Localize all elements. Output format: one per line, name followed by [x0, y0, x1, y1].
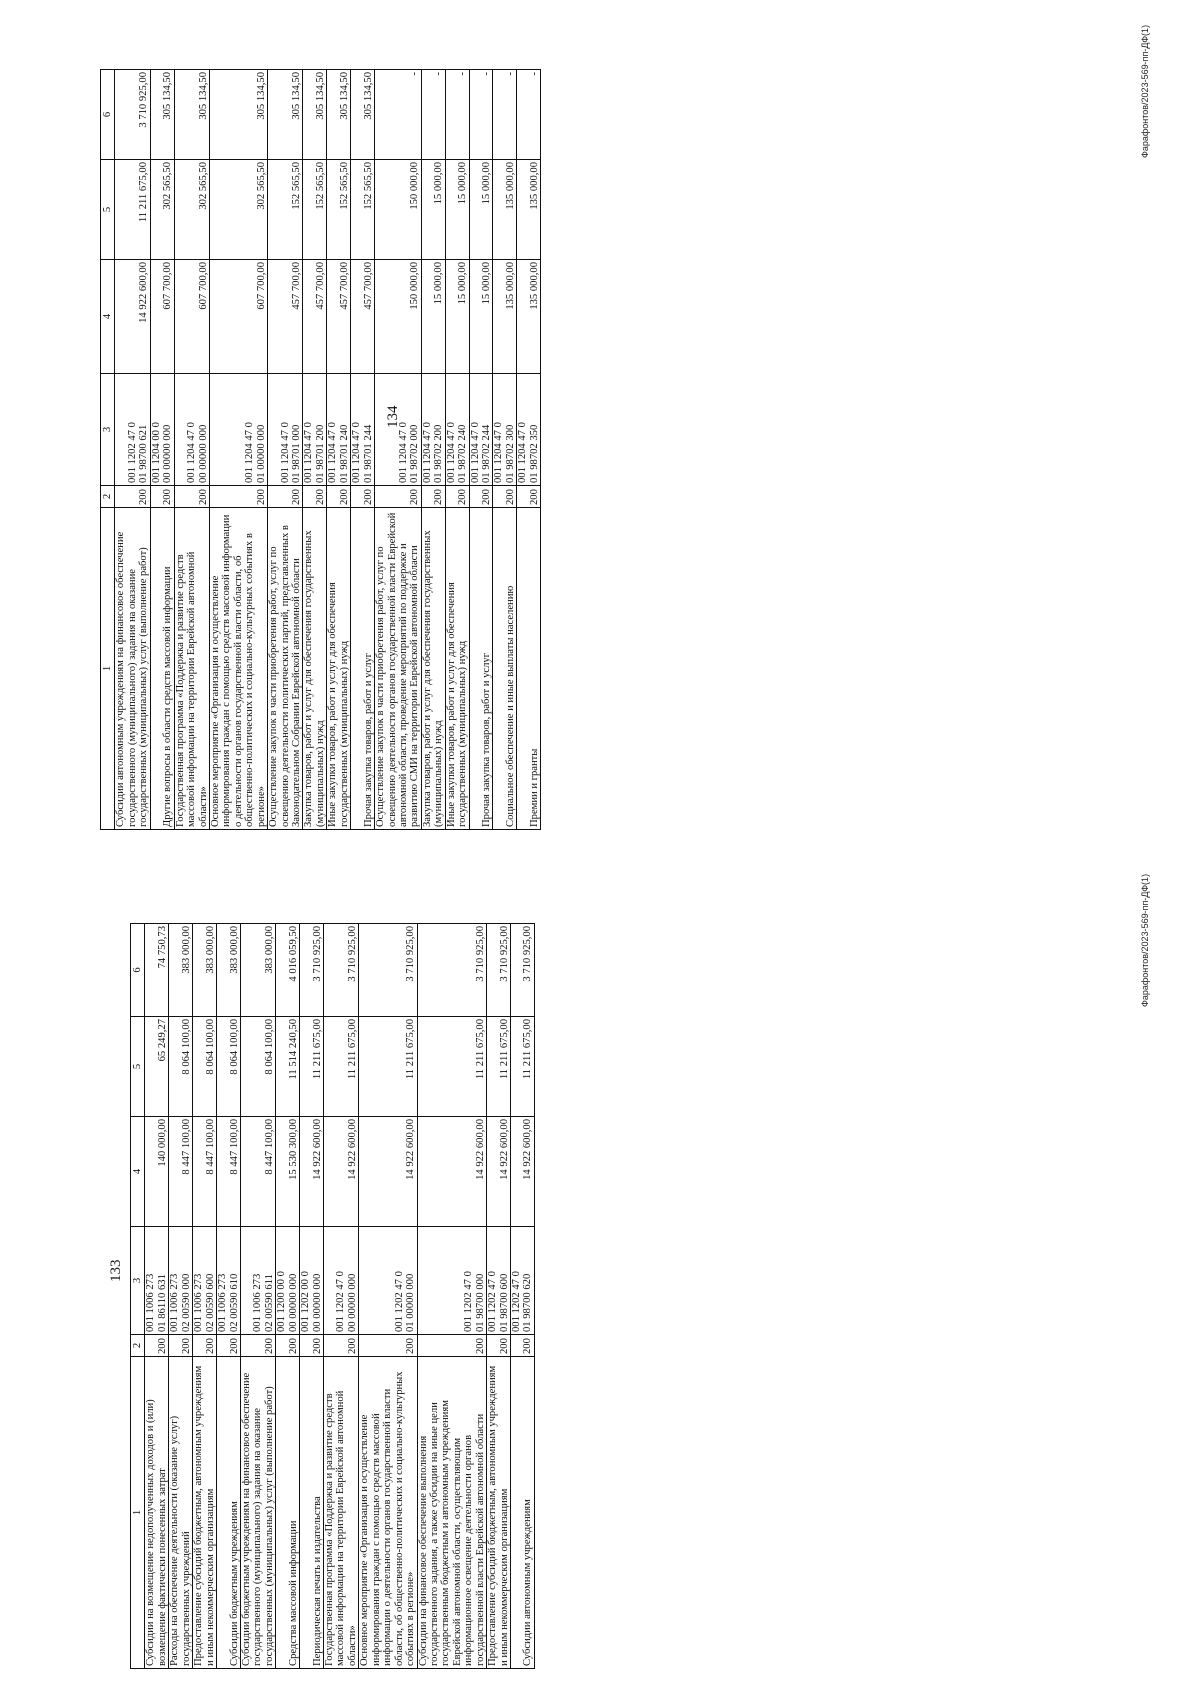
row-remainder-cell: 3 710 925,00 — [511, 924, 535, 1017]
row-executed-cell: 152 565,50 — [268, 160, 303, 260]
table-row — [209, 70, 267, 830]
row-name-cell: Иные закупки товаров, работ и услуг для обеспечения государственных (муниципальных) нужд — [445, 508, 469, 830]
row-executed-cell: 8 064 100,00 — [169, 1017, 193, 1117]
row-executed-cell: 11 211 675,00 — [487, 1017, 511, 1117]
page-number: 134 — [385, 405, 401, 428]
row-remainder-cell: 3 710 925,00 — [300, 924, 324, 1017]
table-row — [276, 924, 300, 1669]
row-remainder-cell: 3 710 925,00 — [359, 924, 417, 1017]
row-code-cell: 200 — [327, 486, 351, 508]
table-header-row — [131, 924, 145, 1669]
column-header: 5 — [101, 160, 115, 260]
row-executed-cell: 11 211 675,00 — [417, 1017, 487, 1117]
row-remainder-cell: - — [517, 70, 541, 160]
row-remainder-cell: 4 016 059,50 — [276, 924, 300, 1017]
row-name-cell: Расходы на обеспечение деятельности (оказание услуг) государственных учреждений — [169, 1357, 193, 1669]
row-name-cell: Субсидии на возмещение недополученных доходов и (или) возмещение фактически понесенных затрат — [145, 1357, 169, 1669]
row-code-cell: 200 — [303, 486, 327, 508]
row-executed-cell: 302 565,50 — [150, 160, 174, 260]
row-kbk-cell: 001 1006 273 02 00590 610 — [217, 1227, 241, 1335]
row-code-cell: 200 — [445, 486, 469, 508]
row-plan-cell: 14 922 600,00 — [300, 1117, 324, 1227]
row-name-cell: Субсидии автономным учреждениям — [511, 1357, 535, 1669]
row-name-cell: Основное мероприятие «Организация и осуществление информирования граждан с помощью средств массовой информации о деятельности органов государственной власти области, об общественно-политических и социально-культурных событиях в регионе» — [359, 1357, 417, 1669]
row-plan-cell: 607 700,00 — [209, 260, 267, 374]
row-name-cell: Осуществление закупок в части приобретения работ, услуг по освещению деятельности политических партий, представленных в Законодательном Собрании Еврейской автономной области — [268, 508, 303, 830]
row-code-cell: 200 — [469, 486, 493, 508]
table-row — [375, 70, 422, 830]
column-header: 4 — [131, 1117, 145, 1227]
table-row — [359, 924, 417, 1669]
table-row — [327, 70, 351, 830]
page-footer: Фарафонтов/2023-569-пп-ДФ(1) — [1140, 24, 1150, 158]
table-row — [493, 70, 517, 830]
table-row — [268, 70, 303, 830]
row-code-cell: 200 — [174, 486, 209, 508]
budget-table — [100, 69, 541, 830]
row-plan-cell: 135 000,00 — [493, 260, 517, 374]
row-name-cell: Предоставление субсидий бюджетным, автономным учреждениям и иным некоммерческим организациям — [487, 1357, 511, 1669]
row-kbk-cell: 001 1204 47 0 01 98702 244 — [469, 374, 493, 486]
row-plan-cell: 8 447 100,00 — [193, 1117, 217, 1227]
row-kbk-cell: 001 1202 47 0 01 98700 620 — [511, 1227, 535, 1335]
row-name-cell: Государственная программа «Поддержка и развитие средств массовой информации на территории Еврейской автономной области» — [174, 508, 209, 830]
row-plan-cell: 607 700,00 — [150, 260, 174, 374]
row-name-cell: Другие вопросы в области средств массовой информации — [150, 508, 174, 830]
row-remainder-cell: 74 750,73 — [145, 924, 169, 1017]
row-executed-cell: 15 000,00 — [469, 160, 493, 260]
row-remainder-cell: 305 134,50 — [150, 70, 174, 160]
row-executed-cell: 11 211 675,00 — [115, 160, 150, 260]
row-remainder-cell: 305 134,50 — [268, 70, 303, 160]
page-133 — [0, 849, 1200, 1697]
row-kbk-cell: 001 1204 47 0 01 98701 244 — [351, 374, 375, 486]
row-name-cell: Субсидии на финансовое обеспечение выполнения государственного задания, а также субсидии на иные цели государственным бюджетным и автономным учреждениям Еврейской автономной области, осуществляющим информационное освещение деятельности органов государственной власти Еврейской автономной области — [417, 1357, 487, 1669]
row-plan-cell: 15 530 300,00 — [276, 1117, 300, 1227]
row-name-cell: Прочая закупка товаров, работ и услуг — [469, 508, 493, 830]
row-code-cell: 200 — [493, 486, 517, 508]
row-kbk-cell: 001 1204 47 0 01 98702 000 — [375, 374, 422, 486]
row-executed-cell: 11 211 675,00 — [511, 1017, 535, 1117]
row-code-cell: 200 — [115, 486, 150, 508]
row-remainder-cell: 3 710 925,00 — [487, 924, 511, 1017]
row-code-cell: 200 — [324, 1335, 359, 1357]
row-code-cell: 200 — [421, 486, 445, 508]
row-name-cell: Закупка товаров, работ и услуг для обеспечения государственных (муниципальных) нужд — [303, 508, 327, 830]
row-remainder-cell: 305 134,50 — [327, 70, 351, 160]
row-remainder-cell: 383 000,00 — [240, 924, 275, 1017]
table-row — [169, 924, 193, 1669]
row-executed-cell: 11 211 675,00 — [300, 1017, 324, 1117]
row-plan-cell: 14 922 600,00 — [417, 1117, 487, 1227]
row-plan-cell: 8 447 100,00 — [217, 1117, 241, 1227]
table-row — [303, 70, 327, 830]
column-header: 2 — [101, 486, 115, 508]
row-kbk-cell: 001 1006 273 02 00590 611 — [240, 1227, 275, 1335]
row-kbk-cell: 001 1204 47 0 01 98702 300 — [493, 374, 517, 486]
row-code-cell: 200 — [209, 486, 267, 508]
row-kbk-cell: 001 1202 47 0 01 98700 000 — [417, 1227, 487, 1335]
row-plan-cell: 15 000,00 — [445, 260, 469, 374]
row-plan-cell: 8 447 100,00 — [169, 1117, 193, 1227]
row-code-cell: 200 — [351, 486, 375, 508]
row-remainder-cell: - — [493, 70, 517, 160]
row-kbk-cell: 001 1006 273 01 86110 631 — [145, 1227, 169, 1335]
row-remainder-cell: 3 710 925,00 — [115, 70, 150, 160]
column-header: 2 — [131, 1335, 145, 1357]
row-code-cell: 200 — [268, 486, 303, 508]
row-plan-cell: 607 700,00 — [174, 260, 209, 374]
row-kbk-cell: 001 1204 47 0 01 00000 000 — [209, 374, 267, 486]
row-executed-cell: 152 565,50 — [351, 160, 375, 260]
row-kbk-cell: 001 1204 47 0 01 98702 200 — [421, 374, 445, 486]
table-row — [511, 924, 535, 1669]
row-code-cell: 200 — [487, 1335, 511, 1357]
table-row — [469, 70, 493, 830]
row-name-cell: Социальное обеспечение и иные выплаты населению — [493, 508, 517, 830]
row-plan-cell: 14 922 600,00 — [511, 1117, 535, 1227]
row-code-cell: 200 — [240, 1335, 275, 1357]
row-kbk-cell: 001 1202 47 0 00 00000 000 — [324, 1227, 359, 1335]
table-row — [351, 70, 375, 830]
row-code-cell: 200 — [169, 1335, 193, 1357]
row-remainder-cell: 305 134,50 — [209, 70, 267, 160]
row-kbk-cell: 001 1204 47 0 01 98701 000 — [268, 374, 303, 486]
row-code-cell: 200 — [193, 1335, 217, 1357]
row-executed-cell: 150 000,00 — [375, 160, 422, 260]
row-remainder-cell: 383 000,00 — [193, 924, 217, 1017]
row-kbk-cell: 001 1204 47 0 01 98701 240 — [327, 374, 351, 486]
row-code-cell: 200 — [145, 1335, 169, 1357]
row-remainder-cell: - — [445, 70, 469, 160]
row-plan-cell: 14 922 600,00 — [115, 260, 150, 374]
row-executed-cell: 11 211 675,00 — [324, 1017, 359, 1117]
row-name-cell: Премии и гранты — [517, 508, 541, 830]
row-kbk-cell: 001 1202 47 0 01 98700 600 — [487, 1227, 511, 1335]
table-row — [174, 70, 209, 830]
row-kbk-cell: 001 1200 00 0 00 00000 000 — [276, 1227, 300, 1335]
row-plan-cell: 457 700,00 — [268, 260, 303, 374]
row-plan-cell: 15 000,00 — [421, 260, 445, 374]
table-row — [421, 70, 445, 830]
row-remainder-cell: - — [375, 70, 422, 160]
table-row — [417, 924, 487, 1669]
column-header: 3 — [101, 374, 115, 486]
row-plan-cell: 8 447 100,00 — [240, 1117, 275, 1227]
row-kbk-cell: 001 1202 47 0 01 98700 621 — [115, 374, 150, 486]
table-row — [217, 924, 241, 1669]
row-code-cell: 200 — [511, 1335, 535, 1357]
row-plan-cell: 15 000,00 — [469, 260, 493, 374]
row-name-cell: Субсидии автономным учреждениям на финансовое обеспечение государственного (муниципального) задания на оказание государственных (муниципальных) услуг (выполнение работ) — [115, 508, 150, 830]
row-executed-cell: 15 000,00 — [421, 160, 445, 260]
row-executed-cell: 8 064 100,00 — [193, 1017, 217, 1117]
row-name-cell: Осуществление закупок в части приобретения работ, услуг по освещению деятельности органов государственной власти Еврейской автономной области, проведение мероприятий по поддержке и развитию СМИ на территории Еврейской автономной области — [375, 508, 422, 830]
table-header-row — [101, 70, 115, 830]
row-name-cell: Предоставление субсидий бюджетным, автономным учреждениям и иным некоммерческим организациям — [193, 1357, 217, 1669]
row-kbk-cell: 001 1202 00 0 00 00000 000 — [300, 1227, 324, 1335]
row-name-cell: Иные закупки товаров, работ и услуг для обеспечения государственных (муниципальных) нужд — [327, 508, 351, 830]
row-executed-cell: 302 565,50 — [209, 160, 267, 260]
row-kbk-cell: 001 1204 47 0 00 00000 000 — [174, 374, 209, 486]
row-code-cell: 200 — [300, 1335, 324, 1357]
page-133-rotated-content — [0, 849, 1200, 1697]
row-remainder-cell: 305 134,50 — [303, 70, 327, 160]
row-executed-cell: 15 000,00 — [445, 160, 469, 260]
table-row — [240, 924, 275, 1669]
row-remainder-cell: 305 134,50 — [174, 70, 209, 160]
column-header: 5 — [131, 1017, 145, 1117]
row-executed-cell: 152 565,50 — [327, 160, 351, 260]
row-executed-cell: 65 249,27 — [145, 1017, 169, 1117]
page-footer: Фарафонтов/2023-569-пп-ДФ(1) — [1140, 873, 1150, 1007]
row-plan-cell: 14 922 600,00 — [487, 1117, 511, 1227]
row-name-cell: Средства массовой информации — [276, 1357, 300, 1669]
table-row — [300, 924, 324, 1669]
row-executed-cell: 135 000,00 — [493, 160, 517, 260]
table-row — [445, 70, 469, 830]
row-name-cell: Периодическая печать и издательства — [300, 1357, 324, 1669]
row-code-cell: 200 — [217, 1335, 241, 1357]
column-header: 1 — [131, 1357, 145, 1669]
row-code-cell: 200 — [375, 486, 422, 508]
row-kbk-cell: 001 1202 47 0 01 00000 000 — [359, 1227, 417, 1335]
row-remainder-cell: - — [469, 70, 493, 160]
row-code-cell: 200 — [517, 486, 541, 508]
table-row — [193, 924, 217, 1669]
table-row — [324, 924, 359, 1669]
table-row — [115, 70, 150, 830]
row-kbk-cell: 001 1204 00 0 00 00000 000 — [150, 374, 174, 486]
row-remainder-cell: 383 000,00 — [169, 924, 193, 1017]
page-134 — [0, 0, 1200, 848]
row-code-cell: 200 — [417, 1335, 487, 1357]
page-134-rotated-content — [0, 0, 1200, 848]
row-name-cell: Субсидии бюджетным учреждениям — [217, 1357, 241, 1669]
row-executed-cell: 152 565,50 — [303, 160, 327, 260]
row-name-cell: Государственная программа «Поддержка и развитие средств массовой информации на территории Еврейской автономной области» — [324, 1357, 359, 1669]
row-code-cell: 200 — [276, 1335, 300, 1357]
row-kbk-cell: 001 1006 273 02 00590 000 — [169, 1227, 193, 1335]
row-plan-cell: 150 000,00 — [375, 260, 422, 374]
row-plan-cell: 457 700,00 — [303, 260, 327, 374]
row-name-cell: Закупка товаров, работ и услуг для обеспечения государственных (муниципальных) нужд — [421, 508, 445, 830]
row-executed-cell: 302 565,50 — [174, 160, 209, 260]
row-kbk-cell: 001 1204 47 0 01 98702 240 — [445, 374, 469, 486]
row-plan-cell: 140 000,00 — [145, 1117, 169, 1227]
row-executed-cell: 11 211 675,00 — [359, 1017, 417, 1117]
column-header: 3 — [131, 1227, 145, 1335]
row-remainder-cell: 305 134,50 — [351, 70, 375, 160]
column-header: 1 — [101, 508, 115, 830]
column-header: 6 — [101, 70, 115, 160]
row-remainder-cell: - — [421, 70, 445, 160]
row-kbk-cell: 001 1006 273 02 00590 600 — [193, 1227, 217, 1335]
column-header: 4 — [101, 260, 115, 374]
row-kbk-cell: 001 1204 47 0 01 98702 350 — [517, 374, 541, 486]
row-executed-cell: 11 514 240,50 — [276, 1017, 300, 1117]
table-row — [150, 70, 174, 830]
row-name-cell: Основное мероприятие «Организация и осуществление информирования граждан с помощью средств массовой информации о деятельности органов государственной власти области, об общественно-политических и социально-культурных событиях в регионе» — [209, 508, 267, 830]
row-plan-cell: 14 922 600,00 — [324, 1117, 359, 1227]
column-header: 6 — [131, 924, 145, 1017]
row-name-cell: Субсидии бюджетным учреждениям на финансовое обеспечение государственного (муниципального) задания на оказание государственных (муниципальных) услуг (выполнение работ) — [240, 1357, 275, 1669]
table-row — [145, 924, 169, 1669]
row-executed-cell: 8 064 100,00 — [217, 1017, 241, 1117]
page-number: 133 — [108, 1259, 124, 1282]
row-plan-cell: 457 700,00 — [327, 260, 351, 374]
row-code-cell: 200 — [359, 1335, 417, 1357]
row-plan-cell: 14 922 600,00 — [359, 1117, 417, 1227]
row-plan-cell: 135 000,00 — [517, 260, 541, 374]
table-row — [517, 70, 541, 830]
table-row — [487, 924, 511, 1669]
row-code-cell: 200 — [150, 486, 174, 508]
row-plan-cell: 457 700,00 — [351, 260, 375, 374]
row-executed-cell: 135 000,00 — [517, 160, 541, 260]
row-remainder-cell: 3 710 925,00 — [324, 924, 359, 1017]
row-remainder-cell: 383 000,00 — [217, 924, 241, 1017]
row-remainder-cell: 3 710 925,00 — [417, 924, 487, 1017]
budget-table — [130, 923, 535, 1669]
row-executed-cell: 8 064 100,00 — [240, 1017, 275, 1117]
row-name-cell: Прочая закупка товаров, работ и услуг — [351, 508, 375, 830]
row-kbk-cell: 001 1204 47 0 01 98701 200 — [303, 374, 327, 486]
